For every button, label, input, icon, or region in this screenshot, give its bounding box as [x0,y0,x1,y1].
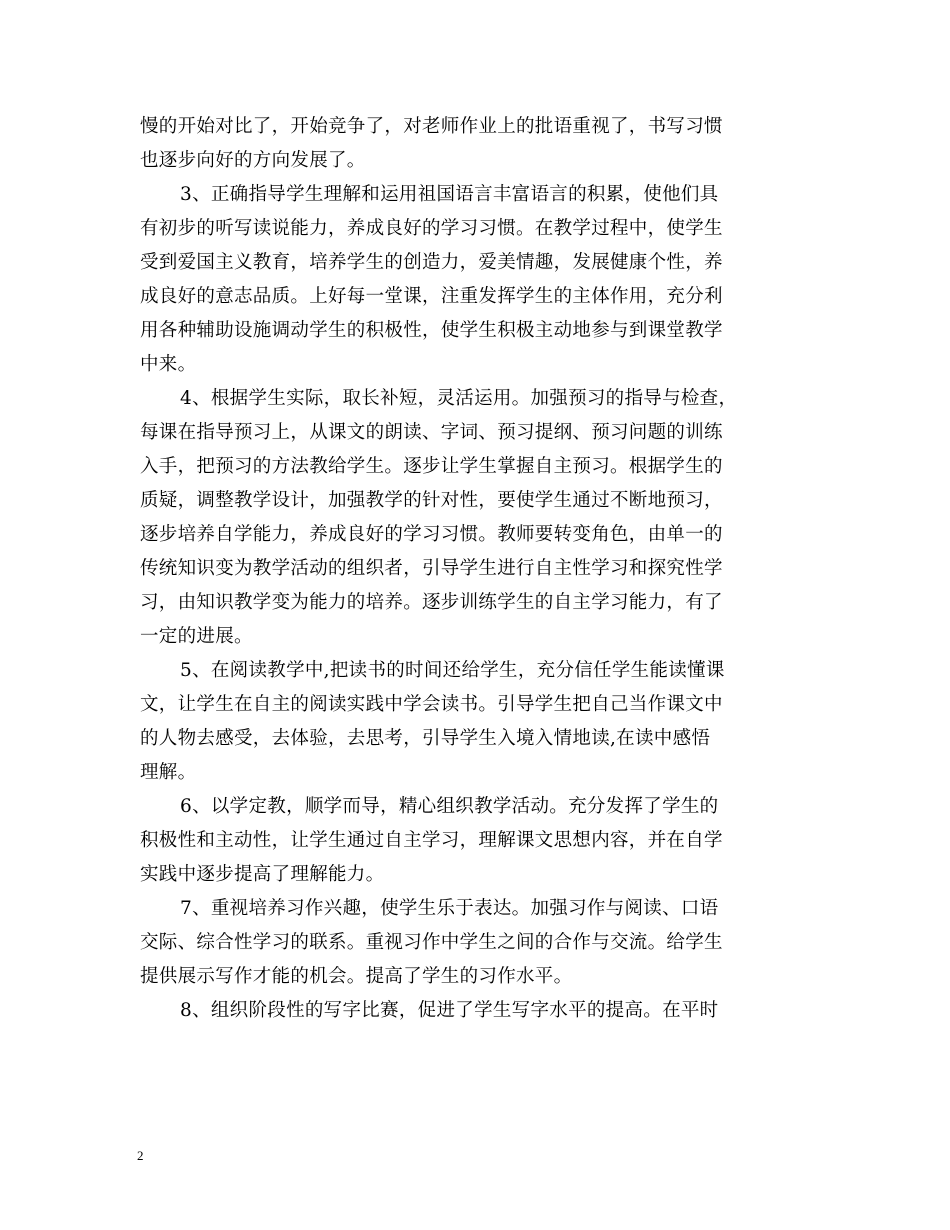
text-line: 一定的进展。 [140,626,253,647]
text-line: 中来。 [140,354,197,375]
text-line: 也逐步向好的方向发展了。 [140,150,366,171]
text-line: 交际、综合性学习的联系。重视习作中学生之间的合作与交流。给学生 [140,932,723,953]
paragraph-start-8: 8、组织阶段性的写字比赛，促进了学生写字水平的提高。在平时 [180,1000,719,1021]
text-line: 每课在指导预习上，从课文的朗读、字词、预习提纲、预习问题的训练 [140,422,723,443]
text-line: 积极性和主动性，让学生通过自主学习，理解课文思想内容，并在自学 [140,830,723,851]
text-line: 入手，把预习的方法教给学生。逐步让学生掌握自主预习。根据学生的 [140,456,723,477]
text-line: 成良好的意志品质。上好每一堂课，注重发挥学生的主体作用，充分利 [140,286,723,307]
text-line: 传统知识变为教学活动的组织者，引导学生进行自主性学习和探究性学 [140,558,723,579]
body-text [140,110,820,1028]
paragraph-start-7: 7、重视培养习作兴趣，使学生乐于表达。加强习作与阅读、口语 [180,898,719,919]
text-line: 质疑，调整教学设计，加强教学的针对性，要使学生通过不断地预习， [140,490,723,511]
paragraph-start-5: 5、在阅读教学中,把读书的时间还给学生，充分信任学生能读懂课 [180,660,725,681]
text-line: 文，让学生在自主的阅读实践中学会读书。引导学生把自己当作课文中 [140,694,723,715]
text-line: 受到爱国主义教育，培养学生的创造力，爱美情趣，发展健康个性，养 [140,252,723,273]
text-line: 慢的开始对比了，开始竞争了，对老师作业上的批语重视了，书写习惯 [140,116,723,137]
text-line: 习，由知识教学变为能力的培养。逐步训练学生的自主学习能力，有了 [140,592,723,613]
paragraph-start-6: 6、以学定教，顺学而导，精心组织教学活动。充分发挥了学生的 [180,796,719,817]
text-line: 理解。 [140,762,197,783]
text-line: 有初步的听写读说能力，养成良好的学习习惯。在教学过程中，使学生 [140,218,723,239]
text-line: 提供展示写作才能的机会。提高了学生的习作水平。 [140,966,573,987]
text-line: 用各种辅助设施调动学生的积极性，使学生积极主动地参与到课堂教学 [140,320,723,341]
paragraph-start-4: 4、根据学生实际，取长补短，灵活运用。加强预习的指导与检查， [180,388,738,409]
text-line: 的人物去感受，去体验，去思考，引导学生入境入情地读,在读中感悟 [140,728,711,749]
paragraph-start-3: 3、正确指导学生理解和运用祖国语言丰富语言的积累，使他们具 [180,184,719,205]
text-line: 实践中逐步提高了理解能力。 [140,864,385,885]
text-line: 逐步培养自学能力，养成良好的学习习惯。教师要转变角色，由单一的 [140,524,723,545]
page-number: 2 [137,1148,144,1163]
